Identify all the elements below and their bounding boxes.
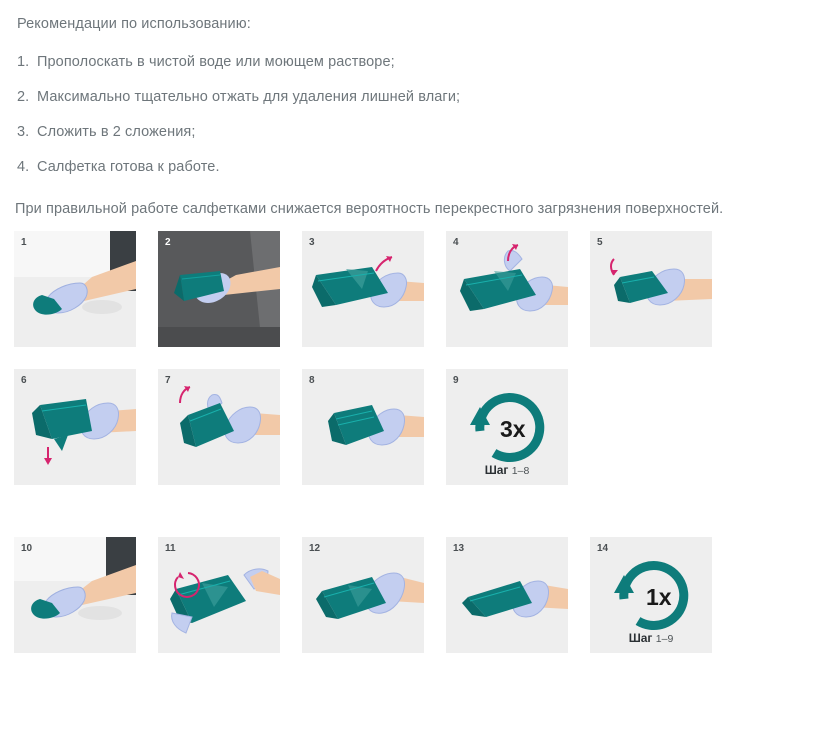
step-index-label: 11 — [165, 543, 176, 554]
illustration-step-1 — [14, 231, 136, 347]
list-item — [17, 54, 837, 70]
step-index-label: 13 — [453, 543, 465, 554]
repeat-count: 3x — [500, 416, 526, 442]
step-index-label: 12 — [309, 543, 321, 554]
illustration-step-4 — [446, 231, 568, 347]
repeat-label-range: 1–9 — [655, 633, 674, 645]
step-index-label: 6 — [21, 375, 27, 386]
illustration-step-10 — [14, 537, 136, 653]
illustration-step-11 — [158, 537, 280, 653]
illustration-step-13 — [446, 537, 568, 653]
list-item-text: Салфетка готова к работе. — [37, 159, 220, 175]
note-text: При правильной работе салфетками снижается вероятность перекрестного загрязнения поверхностей. — [15, 201, 724, 217]
list-item-text: Сложить в 2 сложения; — [37, 124, 196, 140]
list-item-text: Прополоскать в чистой воде или моющем растворе; — [37, 54, 395, 70]
list-item — [17, 124, 837, 140]
illustration-step-6 — [14, 369, 136, 485]
recommendation-list — [17, 54, 837, 175]
illustration-step-5 — [590, 231, 712, 347]
list-item-number: 3. — [17, 124, 30, 140]
step-index-label: 10 — [21, 543, 33, 554]
illustration-step-8 — [302, 369, 424, 485]
list-item-number: 2. — [17, 89, 30, 105]
illustration-row-3 — [14, 537, 837, 653]
illustration-step-9-repeat — [446, 369, 568, 485]
step-index-label: 9 — [453, 375, 459, 386]
illustration-step-2 — [158, 231, 280, 347]
step-index-label: 14 — [597, 543, 609, 554]
illustration-step-14-repeat — [590, 537, 712, 653]
list-item — [17, 159, 837, 175]
illustration-row-1 — [14, 231, 837, 347]
list-item-number: 4. — [17, 159, 30, 175]
step-index-label: 5 — [597, 237, 603, 248]
repeat-label-range: 1–8 — [511, 465, 530, 477]
repeat-count: 1x — [646, 584, 672, 610]
page-title: Рекомендации по использованию: — [17, 16, 251, 32]
list-item-number: 1. — [17, 54, 30, 70]
step-index-label: 1 — [21, 237, 27, 248]
list-item — [17, 89, 837, 105]
repeat-step-label — [446, 463, 568, 477]
step-index-label: 8 — [309, 375, 315, 386]
repeat-label-word: Шаг — [484, 463, 509, 477]
repeat-step-label — [590, 631, 712, 645]
repeat-label-word: Шаг — [628, 631, 653, 645]
illustration-row-2 — [14, 369, 837, 485]
illustration-step-12 — [302, 537, 424, 653]
illustration-step-7 — [158, 369, 280, 485]
step-index-label: 4 — [453, 237, 459, 248]
step-index-label: 2 — [165, 237, 171, 248]
step-index-label: 7 — [165, 375, 171, 386]
step-index-label: 3 — [309, 237, 315, 248]
list-item-text: Максимально тщательно отжать для удаления лишней влаги; — [37, 89, 461, 105]
illustration-step-3 — [302, 231, 424, 347]
